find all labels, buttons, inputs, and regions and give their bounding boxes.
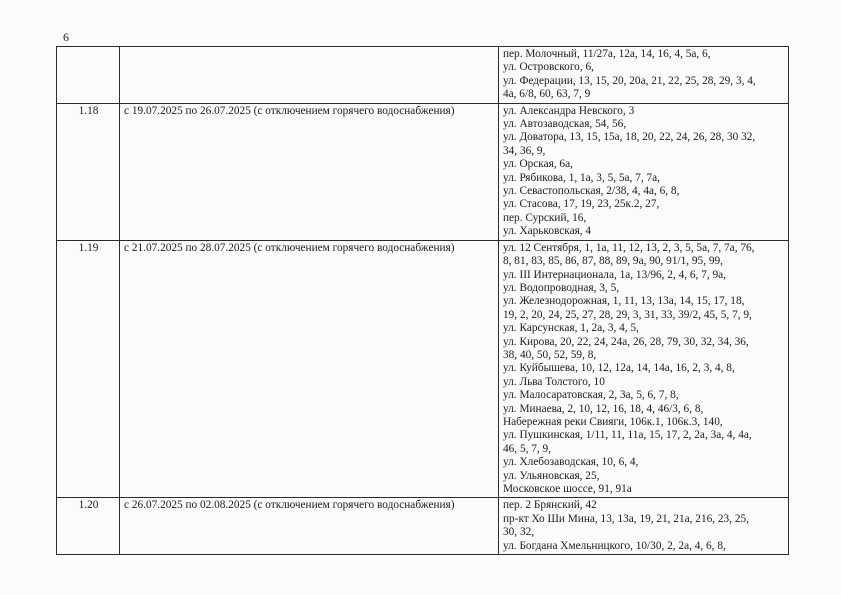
address-line: ул. Куйбышева, 10, 12, 12а, 14, 14а, 16, 2, 3, 4, 8, [503,362,735,375]
address-line: ул. Орская, 6а, [503,158,573,171]
address-line: ул. Железнодорожная, 1, 11, 13, 13а, 14, 15, 17, 18, [503,295,745,308]
row-period [120,47,499,104]
address-line: Московское шоссе, 91, 91а [503,483,632,495]
address-line: ул. Харьковская, 4 [503,225,592,238]
address-line: ул. Карсунская, 1, 2а, 3, 4, 5, [503,322,639,335]
row-addresses [499,240,789,498]
row-number: 1.19 [57,240,120,498]
address-line: ул. Пушкинская, 1/11, 11, 11а, 15, 17, 2, 2а, 3а, 4, 4а, [503,429,752,442]
address-line: ул. Стасова, 17, 19, 23, 25к.2, 27, [503,198,660,211]
row-period: с 19.07.2025 по 26.07.2025 (с отключением горячего водоснабжения) [120,103,499,240]
address-line: ул. Автозаводская, 54, 56, [503,118,627,131]
row-addresses [499,103,789,240]
address-line: ул. Рябикова, 1, 1а, 3, 5, 5а, 7, 7а, [503,171,660,184]
address-line: ул. 12 Сентября, 1, 1а, 11, 12, 13, 2, 3, 5, 5а, 7, 7а, 76, [503,241,755,254]
address-line: ул. Минаева, 2, 10, 12, 16, 18, 4, 46/3, 6, 8, [503,402,704,415]
address-line: ул. Хлебозаводская, 10, 6, 4, [503,456,639,469]
address-line: ул. Доватора, 13, 15, 15а, 18, 20, 22, 24, 26, 28, 30 32, [503,131,756,144]
address-line: 34, 36, 9, [503,144,546,157]
row-addresses [499,47,789,104]
address-line: ул. Малосаратовская, 2, 3а, 5, 6, 7, 8, [503,389,679,402]
address-line: ул. III Интернационала, 1а, 13/96, 2, 4, 6, 7, 9а, [503,268,726,281]
address-line: 46, 5, 7, 9, [503,442,552,455]
row-period: с 26.07.2025 по 02.08.2025 (с отключением горячего водоснабжения) [120,498,499,555]
table-row-continuation [57,47,789,104]
page-number: 6 [63,30,69,44]
address-line: Набережная реки Свияги, 106к.1, 106к.3, 140, [503,415,723,428]
address-line: ул. Водопроводная, 3, 5, [503,281,620,294]
address-line: 30, 32, [503,526,535,539]
address-line: пер. Сурский, 16, [503,211,587,224]
address-line: ул. Богдана Хмельницкого, 10/30, 2, 2а, 4, 6, 8, [503,539,726,552]
address-line: ул. Севастопольская, 2/38, 4, 4а, 6, 8, [503,185,680,198]
table-row-1-18 [57,103,789,240]
address-line: ул. Ульяновская, 25, [503,469,600,482]
address-line: пер. 2 Брянский, 42 [503,499,597,512]
row-number: 1.18 [57,103,120,240]
address-line: ул. Федерации, 13, 15, 20, 20а, 21, 22, 25, 28, 29, 3, 4, [503,74,756,87]
address-line: ул. Льва Толстого, 10 [503,375,605,388]
row-number: 1.20 [57,498,120,555]
address-line: ул. Кирова, 20, 22, 24, 24а, 26, 28, 79, 30, 32, 34, 36, [503,335,749,348]
address-line: ул. Александра Невского, 3 [503,104,635,117]
row-addresses [499,498,789,555]
address-line: 4а, 6/8, 60, 63, 7, 9 [503,88,591,101]
address-line: пр-кт Хо Ши Мина, 13, 13а, 19, 21, 21а, 216, 23, 25, [503,512,749,525]
schedule-body [57,47,789,555]
address-line: 19, 2, 20, 24, 25, 27, 28, 29, 3, 31, 33, 39/2, 45, 5, 7, 9, [503,308,752,321]
address-line: ул. Островского, 6, [503,61,594,74]
address-line: 38, 40, 50, 52, 59, 8, [503,348,597,361]
row-number [57,47,120,104]
row-period: с 21.07.2025 по 28.07.2025 (с отключением горячего водоснабжения) [120,240,499,498]
table-row-1-19 [57,240,789,498]
address-line: пер. Молочный, 11/27а, 12а, 14, 16, 4, 5а, 6, [503,48,711,60]
outage-schedule-table [56,46,789,555]
address-line: 8, 81, 83, 85, 86, 87, 88, 89, 9а, 90, 91/1, 95, 99, [503,255,723,268]
table-row-1-20 [57,498,789,555]
